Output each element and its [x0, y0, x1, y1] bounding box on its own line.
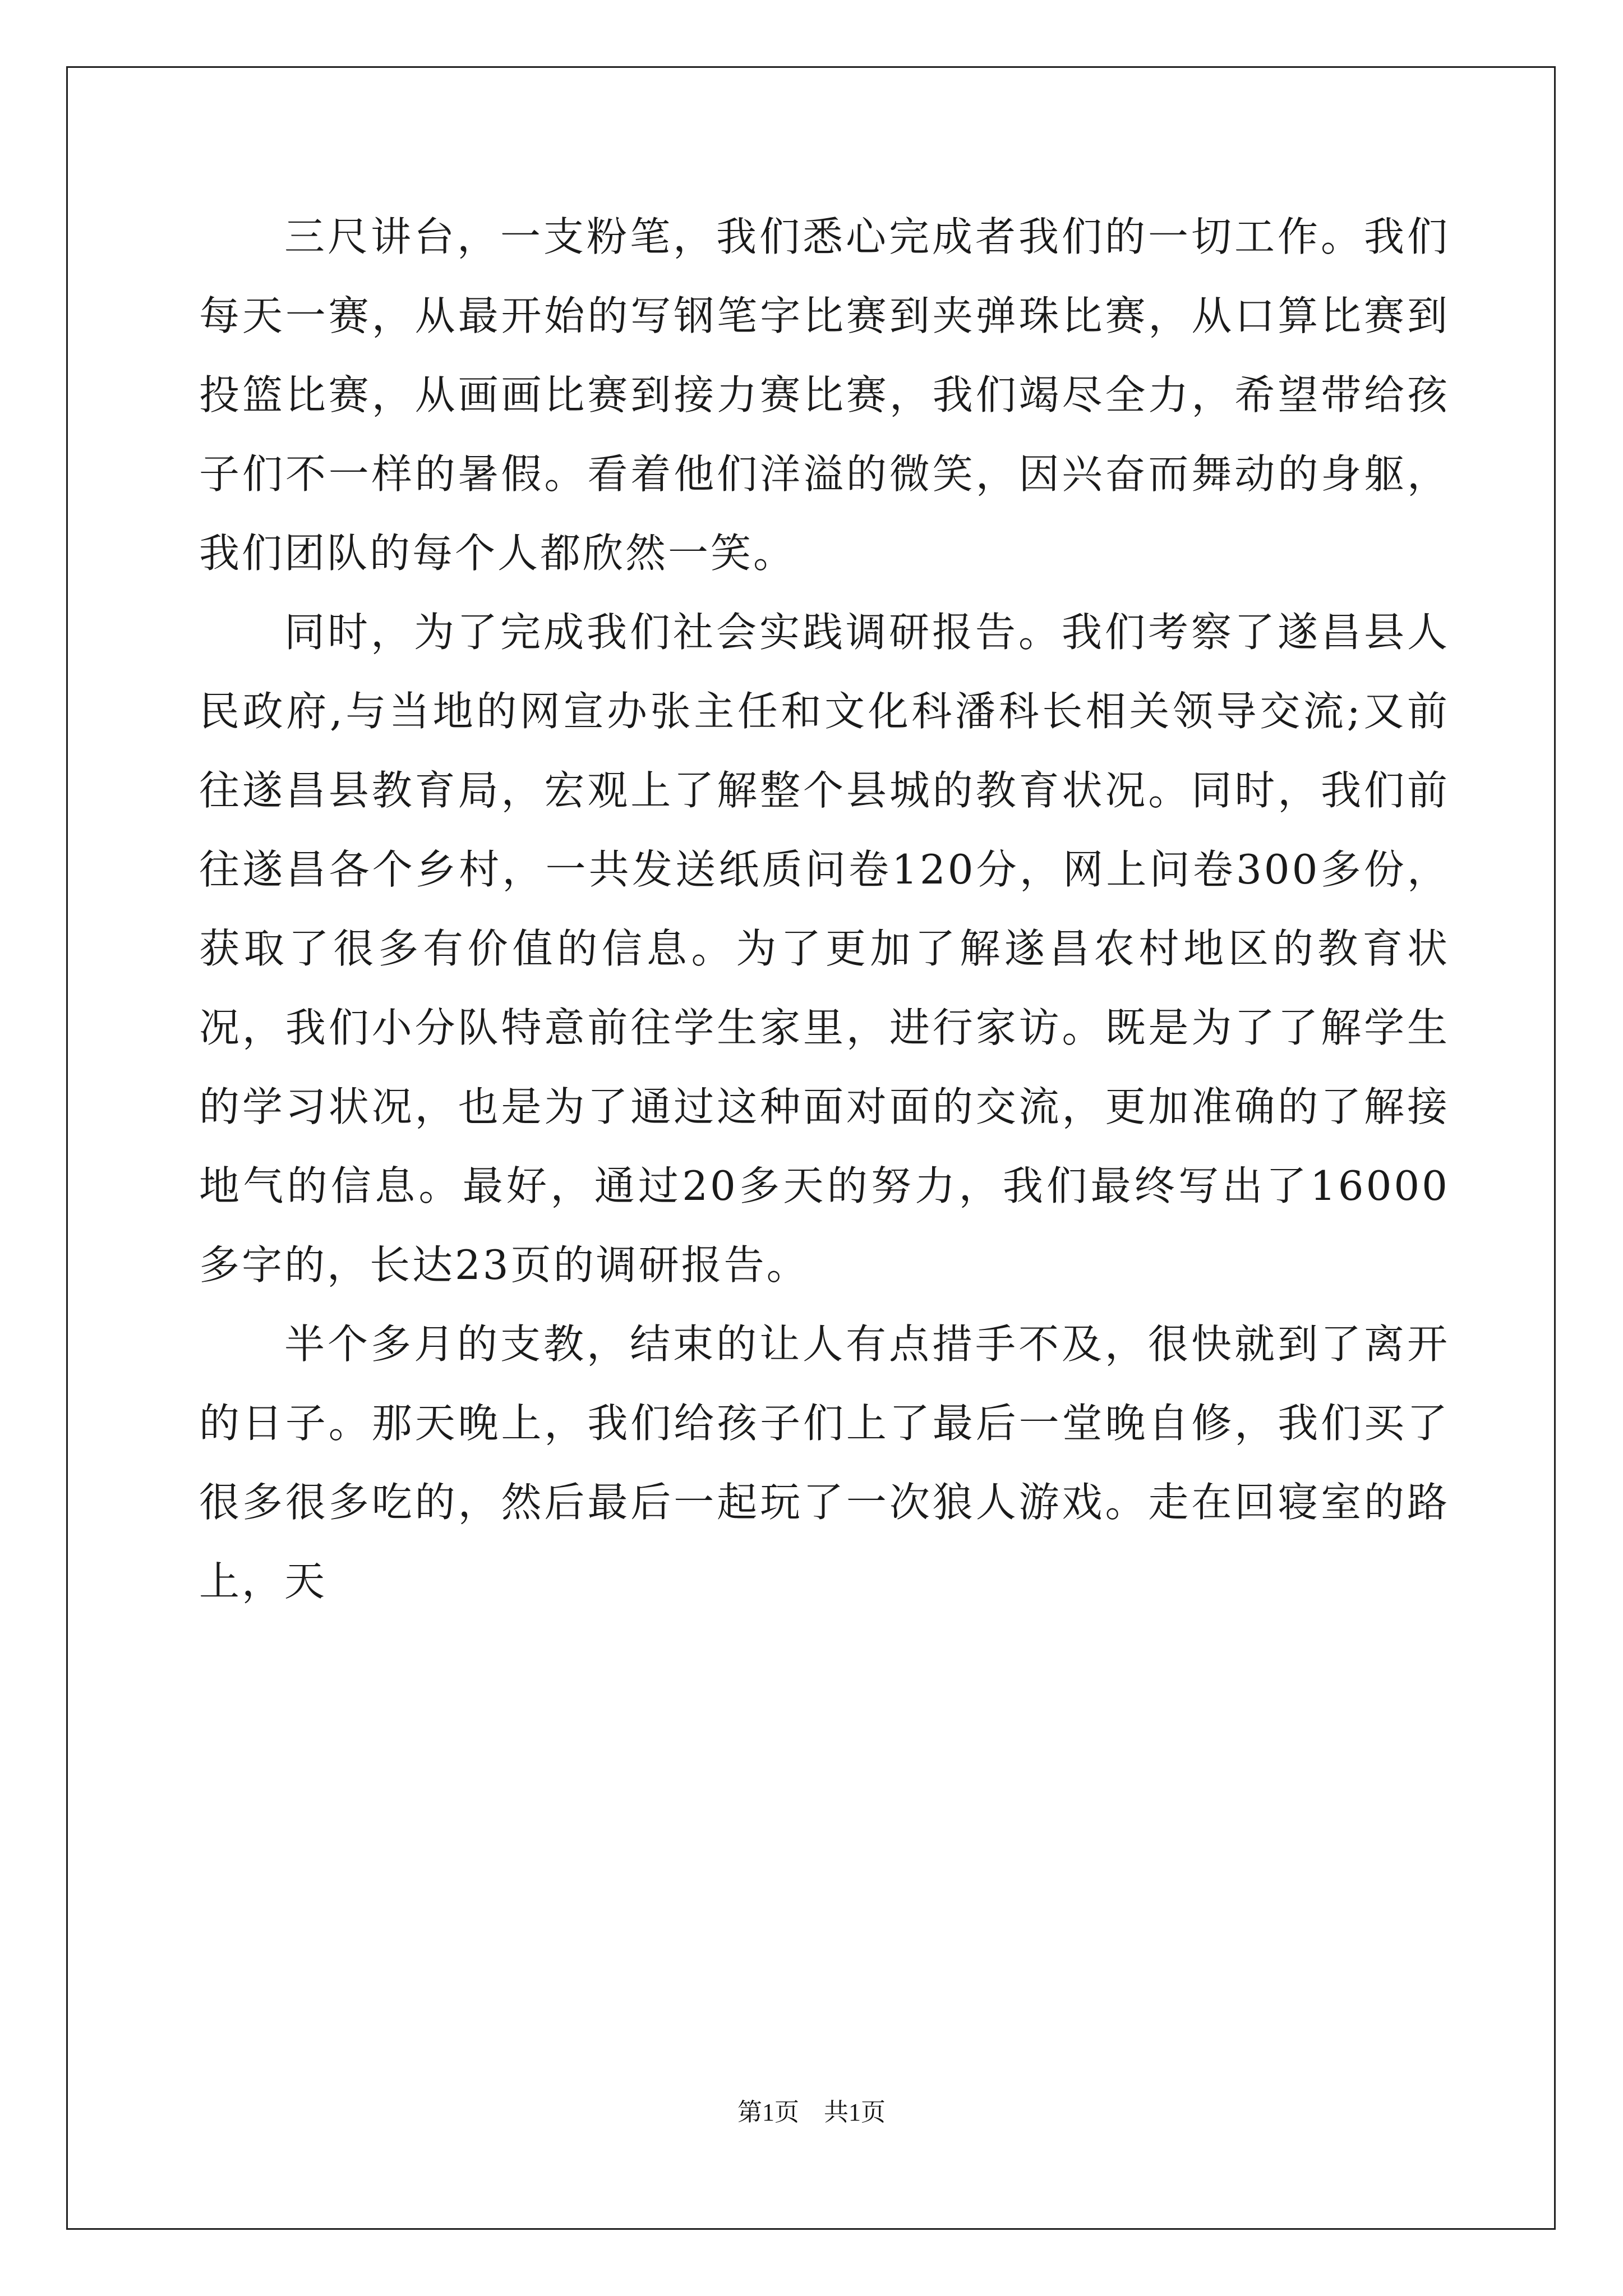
paragraph-2: 同时，为了完成我们社会实践调研报告。我们考察了遂昌县人民政府,与当地的网宣办张主任和文化科潘科长相关领导交流;又前往遂昌县教育局，宏观上了解整个县城的教育状况。同时，我们前往遂昌各个乡村，一共发送纸质问卷120分，网上问卷300多份，获取了很多有价值的信息。为了更加了解遂昌农村地区的教育状况，我们小分队特意前往学生家里，进行家访。既是为了了解学生的学习状况，也是为了通过这种面对面的交流，更加准确的了解接地气的信息。最好，通过20多天的努力，我们最终写出了16000多字的，长达23页的调研报告。 — [199, 609, 1450, 1289]
paragraph-3: 半个多月的支教，结束的让人有点措手不及，很快就到了离开的日子。那天晚上，我们给孩子们上了最后一堂晚自修，我们买了很多很多吃的，然后最后一起玩了一次狼人游戏。走在回寝室的路上，天 — [199, 1320, 1450, 1605]
page-footer — [0, 2096, 1623, 2129]
document-body — [199, 197, 1450, 1621]
current-page-label: 第1页 — [737, 2099, 799, 2126]
total-pages-label: 共1页 — [824, 2099, 886, 2126]
paragraph-1: 三尺讲台，一支粉笔，我们悉心完成者我们的一切工作。我们每天一赛，从最开始的写钢笔字比赛到夹弹珠比赛，从口算比赛到投篮比赛，从画画比赛到接力赛比赛，我们竭尽全力，希望带给孩子们不一样的暑假。看着他们洋溢的微笑，因兴奋而舞动的身躯，我们团队的每个人都欣然一笑。 — [199, 213, 1450, 577]
